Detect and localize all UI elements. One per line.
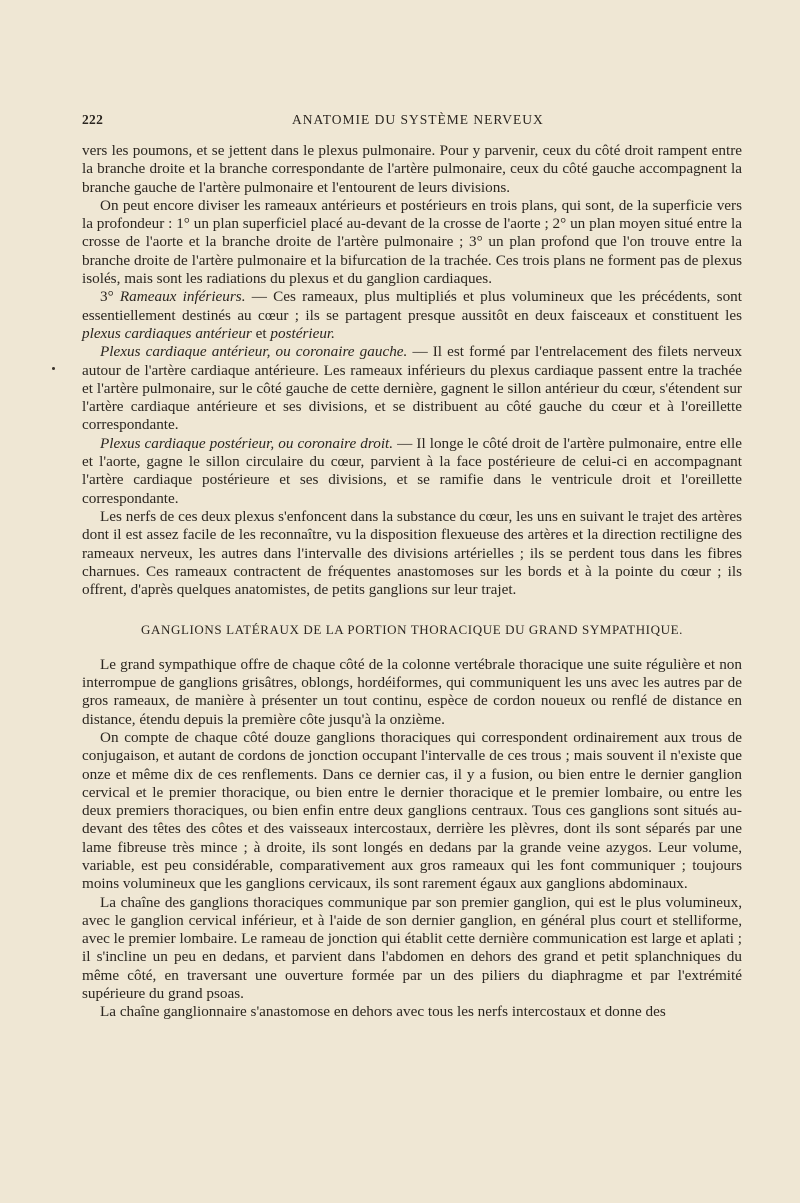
paragraph: Le grand sympathique offre de chaque côté de la colonne vertébrale thoracique une suite régulière et non interrompue de ganglions grisâtres, oblongs, hordéiformes, qui communiquent les uns avec les autres par de gros rameaux, de manière à présenter un tout continu, espèce de cordon noueux ou renflé de distance en distance, étendu depuis la première côte jusqu'à la onzième. — [82, 655, 742, 728]
paragraph: Les nerfs de ces deux plexus s'enfoncent dans la substance du cœur, les uns en suivant le trajet des artères dont il est assez facile de les reconnaître, vu la disposition flexueuse des artères et la direction rectiligne des rameaux nerveux, les autres dans l'intervalle des divisions artérielles ; ils se perdent tous dans les fibres charnues. Ces rameaux contractent de fréquentes anastomoses sur les bords et à la pointe du cœur ; ils offrent, d'après quelques anatomistes, de petits ganglions sur leur trajet. — [82, 507, 742, 599]
page-number: 222 — [82, 112, 104, 127]
paragraph: On peut encore diviser les rameaux antérieurs et postérieurs en trois plans, qui sont, de la superficie vers la profondeur : 1° un plan superficiel placé au-devant de la crosse de l'aorte ; 2° un plan moyen situé entre la crosse de l'aorte et la branche droite de l'artère pulmonaire ; 3° un plan profond que l'on trouve entre la branche droite de l'artère pulmonaire et la bifurcation de la trachée. Ces trois plans ne forment pas de plexus isolés, mais sont les radiations du plexus et du ganglion cardiaques. — [82, 196, 742, 288]
paragraph-text: — Ces rameaux, plus multipliés et plus volumineux que les précédents, sont essentiellement destinés au cœur ; ils se partagent presque aussitôt en deux faisceaux et constituent les — [82, 288, 742, 324]
paragraph: La chaîne des ganglions thoraciques communique par son premier ganglion, qui est le plus volumineux, avec le ganglion cervical inférieur, et à l'aide de son dernier ganglion, en général plus court et stelliforme, avec le premier lombaire. Le rameau de jonction qui établit cette dernière communication est large et aplati ; il s'incline un peu en dedans, et parvient dans l'abdomen en dehors des grand et petit splanchniques du même côté, en traversant une ouverture formée par un des piliers du diaphragme et par l'extrémité supérieure du grand psoas. — [82, 893, 742, 1003]
paragraph: On compte de chaque côté douze ganglions thoraciques qui correspondent ordinairement aux trous de conjugaison, et autant de cordons de jonction occupant l'intervalle de ces trous ; mais souvent il n'existe que onze et même dix de ces renflements. Dans ce dernier cas, il y a fusion, ou bien entre le dernier ganglion cervical et le premier thoracique, ou bien entre le dernier thoracique et le premier lombaire, ou entre les deux premiers thoraciques, ou bien enfin entre deux ganglions centraux. Tous ces ganglions sont situés au-devant des têtes des côtes et des vaisseaux intercostaux, derrière les plèvres, dont ils sont séparés par une lame fibreuse très mince ; à droite, ils sont longés en dedans par la grande veine azygos. Leur volume, variable, est peu considérable, comparativement aux gros rameaux qui les font communiquer ; toujours moins volumineux que les ganglions cervicaux, ils sont rarement égaux aux ganglions abdominaux. — [82, 728, 742, 893]
paragraph-rameaux-inferieurs — [82, 288, 742, 343]
page-body — [82, 142, 742, 1022]
paragraph-text: et — [251, 324, 271, 342]
running-head: ANATOMIE DU SYSTÈME NERVEUX — [292, 112, 544, 127]
italic-term: Plexus cardiaque postérieur, ou coronaire droit. — [100, 434, 394, 452]
paragraph: vers les poumons, et se jettent dans le plexus pulmonaire. Pour y parvenir, ceux du côté droit rampent entre la branche droite et la branche correspondante de l'artère pulmonaire, ceux du côté gauche accompagnent la branche gauche de l'artère pulmonaire et l'entourent de leurs divisions. — [82, 142, 742, 196]
italic-term: postérieur. — [270, 324, 335, 342]
margin-mark — [52, 367, 55, 370]
paragraph-text: — Il est formé par l'entrelacement des filets nerveux autour de l'artère cardiaque antérieure. Les rameaux inférieurs du plexus cardiaque passent entre la trachée et l'artère pulmonaire, sur le côté gauche de cette dernière, gagnent le sillon antérieur du cœur, s'étendent sur l'artère cardiaque antérieure et ses divisions, et se distribuent au côté gauche du cœur et à l'oreillette correspondante. — [82, 343, 742, 434]
paragraph-plexus-posterieur — [82, 435, 742, 508]
paragraph-plexus-anterieur — [82, 343, 742, 434]
paragraph: La chaîne ganglionnaire s'anastomose en dehors avec tous les nerfs intercostaux et donne des — [100, 1003, 666, 1021]
paragraph-text: — Il longe le côté droit de l'artère pulmonaire, entre elle et l'aorte, gagne le sillon circulaire du cœur, parvient à la face postérieure de celui-ci en accompagnant l'artère cardiaque postérieure et ses divisions, et se ramifie dans le ventricule droit et l'oreillette correspondante. — [82, 434, 743, 507]
page-header — [82, 112, 742, 132]
italic-term: Plexus cardiaque antérieur, ou coronaire gauche. — [100, 343, 408, 361]
section-heading: GANGLIONS LATÉRAUX DE LA PORTION THORACIQUE DU GRAND SYMPATHIQUE. — [141, 622, 683, 638]
italic-term: Rameaux inférieurs. — [119, 288, 246, 306]
paragraph-number: 3° — [100, 288, 120, 306]
italic-term: plexus cardiaques antérieur — [82, 324, 252, 342]
